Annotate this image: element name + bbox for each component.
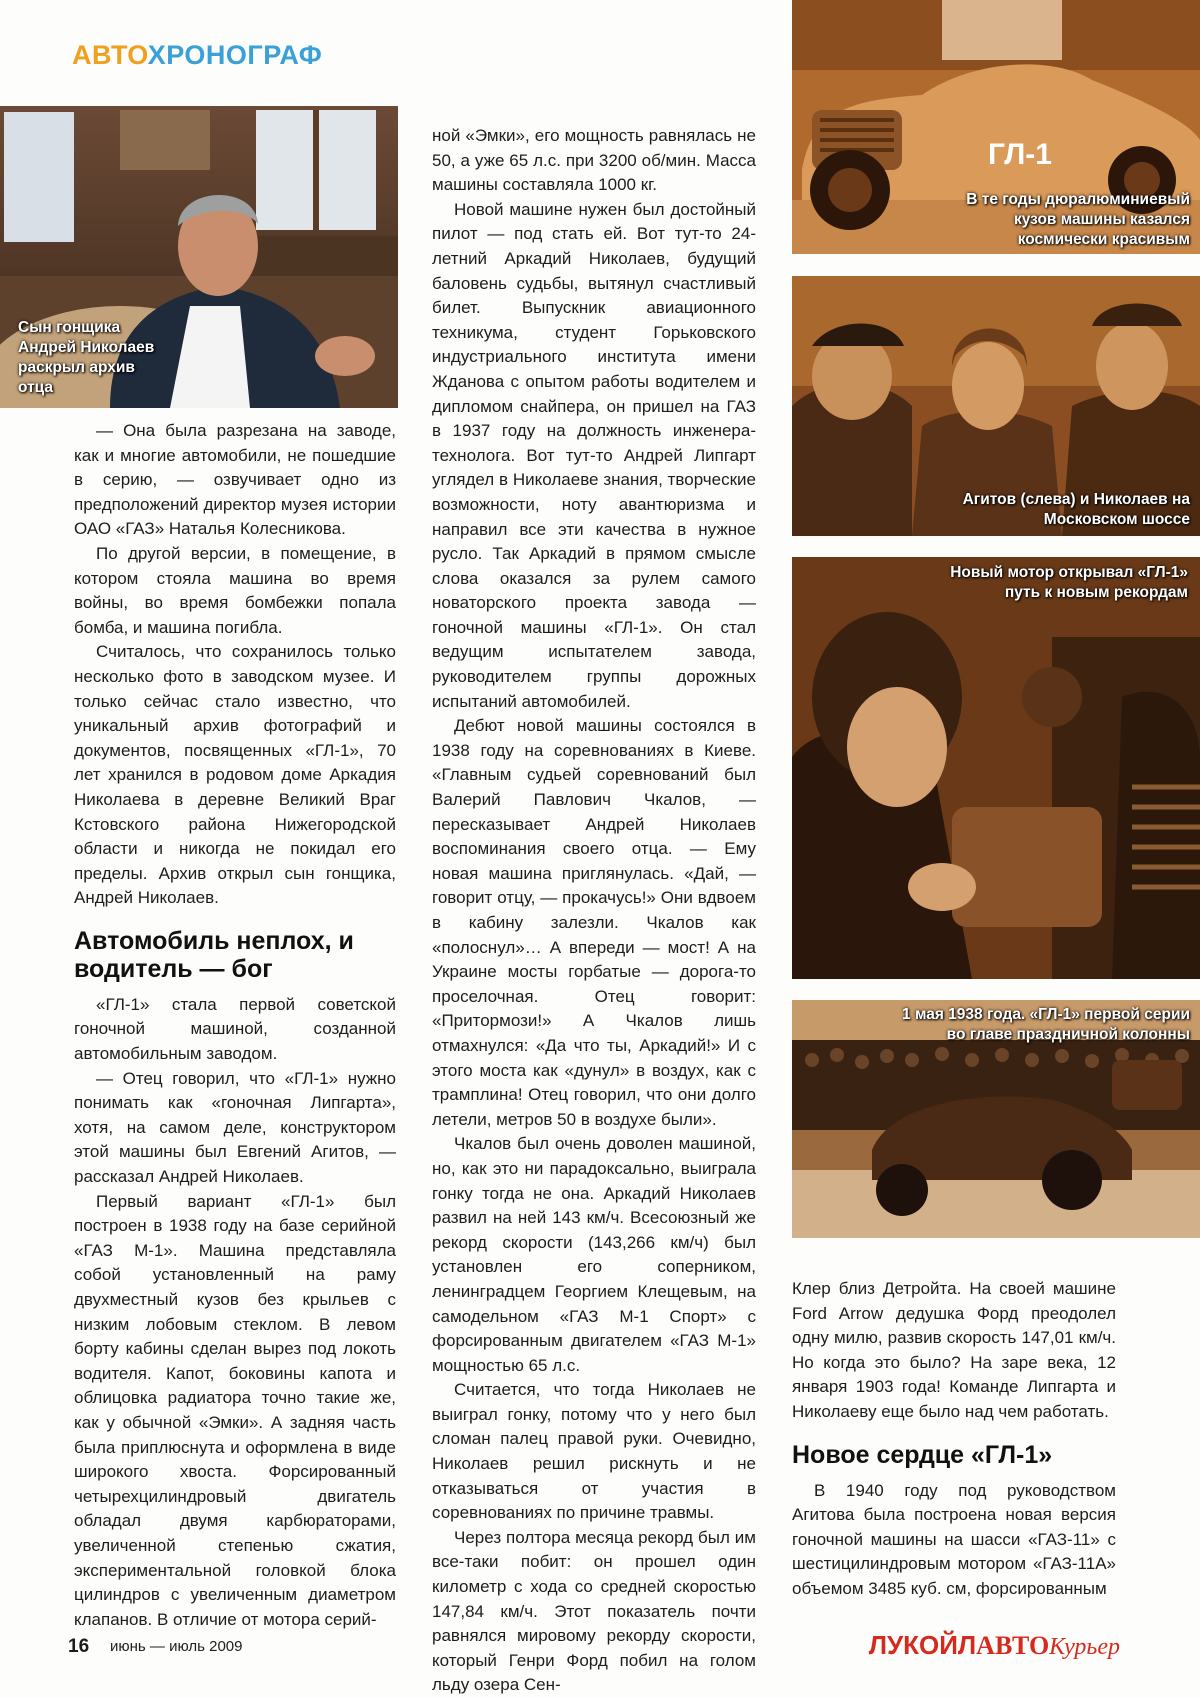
paragraph: Считалось, что сохранилось только несколько фото в заводском музее. И только сейчас стало известно, что уникальный архив фотографий и документов, посвященных «ГЛ-1», 70 лет хранился в родовом доме Аркадия Николаева в деревне Великий Враг Кстовского района Нижегородской области и никогда не покидал его пределы. Архив открыл сын гонщика, Андрей Николаев.: [74, 642, 396, 908]
parade-photo: [792, 1000, 1200, 1238]
motor-photo: [792, 557, 1200, 979]
parade-caption: 1 мая 1938 года. «ГЛ-1» первой серии во главе праздничной колонны: [902, 1006, 1190, 1043]
car-caption: В те годы дюралюминиевый кузов машины казался космически красивым: [966, 191, 1190, 248]
article-column-3: [792, 1277, 1116, 1602]
article-column-2: [432, 124, 756, 1698]
article-column-1: [74, 419, 396, 1632]
paragraph: По другой версии, в помещение, в котором стояла машина во время войны, во время бомбежки попала бомба, и машина погибла.: [74, 543, 396, 637]
logo-part-avto: АВТО: [976, 1631, 1050, 1660]
car-badge: ГЛ-1: [988, 138, 1052, 171]
paragraph: Дебют новой машины состоялся в 1938 году на соревнованиях в Киеве. «Главным судьей соревнований был Валерий Павлович Чкалов, — пересказывает Андрей Николаев воспоминания своего отца. — Ему новая машина приглянулась. «Дай, — говорит отцу, — прокачусь!» Они вдвоем в кабину залезли. Чкалов как «полоснул»… А впереди — мост! А на Украине мосты горбатые — дорога-то проселочная. Отец говорит: «Притормози!» А Чкалов лишь отмахнулся: «Да что ты, Аркадий!» И с этого моста как «дунул» в воздух, как с трамплина! Отец говорил, что они долго летели, метров 50 в воздухе были».: [432, 716, 756, 1129]
rubric-part-chronograph: ХРОНОГРАФ: [147, 40, 323, 70]
page-number: 16: [68, 1636, 90, 1657]
car-photo: [792, 0, 1200, 254]
rubric-part-avto: АВТО: [72, 40, 148, 70]
paragraph: Считается, что тогда Николаев не выиграл гонку, потому что у него был сломан палец правой руки. Очевидно, Николаев решил рискнуть и не отказываться от участия в соревнованиях по причине травмы.: [432, 1380, 756, 1523]
paragraph: Первый вариант «ГЛ-1» был построен в 1938 году на базе серийной «ГАЗ М-1». Машина представляла собой установленный на раму двухместный кузов без крыльев с низким лобовым стеклом. В левом борту кабины сделан вырез под локоть водителя. Капот, боковины капота и облицовка радиатора точно такие же, как у обычной «Эмки». А задняя часть была приплюснута и оформлена в виде широкого хвоста. Форсированный четырехцилиндровый двигатель обладал двумя карбюраторами, увеличенной степенью сжатия, экспериментальной головкой блока цилиндров с увеличенным диаметром клапанов. В отличие от мотора серий-: [74, 1191, 396, 1629]
portrait-caption: Сын гонщика Андрей Николаев раскрыл архив отца: [18, 319, 155, 396]
paragraph: Через полтора месяца рекорд был им все-таки побит: он прошел один километр с хода со средней скоростью 147,84 км/ч. Этот показатель почти равнялся мировому рекорду скорости, который Генри Форд побил на голом льду озера Сен-: [432, 1527, 756, 1695]
issue-date: июнь — июль 2009: [110, 1638, 243, 1655]
paragraph: Клер близ Детройта. На своей машине Ford Arrow дедушка Форд преодолел одну милю, развив скорость 147,01 км/ч. Но когда это было? На заре века, 12 января 1903 года! Команде Липгарта и Николаеву еще было над чем работать.: [792, 1279, 1116, 1421]
section-heading: Автомобиль неплох, и водитель — бог: [74, 926, 354, 983]
group-photo: [792, 276, 1200, 536]
paragraph: Чкалов был очень доволен машиной, но, как это ни парадоксально, выиграла гонку тогда не она. Аркадий Николаев развил на ней 143 км/ч. Всесоюзный же рекорд скорости (143,266 км/ч) был установлен его соперником, ленинградцем Георгием Клещевым, на самодельном «ГАЗ М-1 Спорт» с форсированным двигателем «ГАЗ М-1» мощностью 65 л.с.: [432, 1134, 756, 1375]
logo-part-lukoil: ЛУКОЙЛ: [868, 1630, 977, 1660]
paragraph: — Она была разрезана на заводе, как и многие автомобили, не пошедшие в серию, — озвучивает одно из предположений директор музея истории ОАО «ГАЗ» Наталья Колесникова.: [74, 421, 396, 539]
paragraph: — Отец говорил, что «ГЛ-1» нужно понимать как «гоночная Липгарта», хотя, на самом деле, конструктором этой машины был Евгений Агитов, — рассказал Андрей Николаев.: [74, 1068, 396, 1187]
section-rubric: [72, 40, 322, 71]
paragraph: ной «Эмки», его мощность равнялась не 50, а уже 65 л.с. при 3200 об/мин. Масса машины составляла 1000 кг.: [432, 126, 756, 195]
section-heading: Новое сердце «ГЛ-1»: [792, 1440, 1053, 1469]
logo-part-kurier: Курьер: [1049, 1634, 1120, 1660]
paragraph: «ГЛ-1» стала первой советской гоночной машиной, созданной автомобильным заводом.: [74, 994, 396, 1064]
motor-photo-image: [792, 557, 1200, 979]
portrait-photo: [0, 106, 398, 408]
paragraph: Новой машине нужен был достойный пилот — под стать ей. Вот тут-то 24-летний Аркадий Николаев, будущий баловень судьбы, вытянул счастливый билет. Выпускник авиационного техникума, студент Горьковского индустриального института имени Жданова с опытом работы водителем и дипломом снайпера, он пришел на ГАЗ в 1937 году на должность инженера-технолога. Вот тут-то Андрей Липгарт углядел в Николаеве знания, творческие возможности, ноту авантюризма и направил все эти качества в нужное русло. Так Аркадий в прямом смысле слова оказался за рулем самого новаторского проекта завода — гоночной машины «ГЛ-1». Он стал ведущим испытателем завода, руководителем группы дорожных испытаний автомобилей.: [432, 199, 756, 711]
group-caption: Агитов (слева) и Николаев на Московском шоссе: [962, 491, 1190, 528]
magazine-logo: [869, 1630, 1120, 1661]
motor-caption: Новый мотор открывал «ГЛ-1» путь к новым рекордам: [950, 564, 1188, 601]
paragraph: В 1940 году под руководством Агитова была построена новая версия гоночной машины на шасси «ГАЗ-11» с шестицилиндровым мотором «ГАЗ-11А» объемом 3485 куб. см, форсированным: [792, 1480, 1116, 1598]
